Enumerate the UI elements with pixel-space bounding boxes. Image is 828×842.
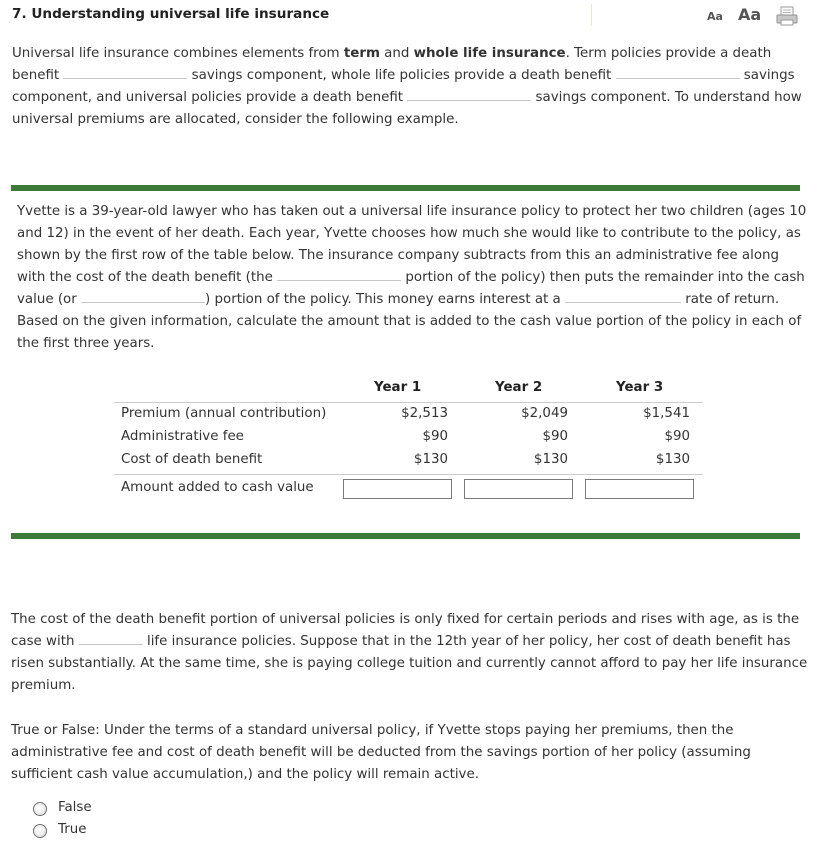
column-header-year2: Year 2 (495, 380, 543, 395)
rate-of-return-dropdown[interactable] (565, 302, 681, 303)
term-bold: term (343, 46, 380, 61)
intro-text: savings component, and universal policies provide a death benefit (12, 68, 795, 105)
whole-life-bold: whole life insurance (413, 46, 566, 61)
question-title: 7. Understanding universal life insurance (12, 6, 330, 22)
column-header-year3: Year 3 (616, 380, 664, 395)
radio-label-true[interactable]: True (58, 822, 87, 837)
whole-life-savings-dropdown[interactable] (616, 78, 740, 79)
table-cell: $1,541 (643, 406, 690, 421)
amount-added-year1-input[interactable] (343, 479, 452, 499)
table-cell: $2,049 (521, 406, 568, 421)
table-cell: $2,513 (401, 406, 448, 421)
question-header (0, 0, 828, 30)
radio-label-false[interactable]: False (58, 800, 92, 815)
header-divider (591, 4, 592, 26)
section-divider (11, 533, 800, 539)
true-false-question: True or False: Under the terms of a standard universal policy, if Yvette stops paying her premiums, then the administrative fee and cost of death benefit will be deducted from the savings portion of her policy (assuming sufficient cash value accumulation,) and the policy will remain active. (11, 723, 751, 782)
term-savings-dropdown[interactable] (63, 78, 187, 79)
followup-text: The cost of the death benefit portion of universal policies is only fixed for certain periods and rises with age, as is the case with (11, 612, 800, 649)
intro-text: . Term policies provide a death benefit (12, 46, 772, 83)
section-divider (11, 185, 800, 191)
radio-false[interactable] (33, 802, 47, 816)
amount-added-year3-input[interactable] (585, 479, 694, 499)
policy-type-dropdown[interactable] (79, 644, 143, 645)
print-icon[interactable] (776, 6, 798, 26)
row-label-admin-fee: Administrative fee (121, 429, 244, 444)
intro-text: Universal life insurance combines elements from (12, 46, 344, 61)
scenario-text: portion of the policy) then puts the remainder into the cash value (or (17, 270, 805, 307)
table-cell: $90 (422, 429, 448, 444)
death-benefit-portion-dropdown[interactable] (277, 280, 401, 281)
table-cell: $130 (655, 452, 690, 467)
font-size-small-button[interactable]: Aa (707, 10, 723, 23)
radio-true[interactable] (33, 824, 47, 838)
row-label-amount-added: Amount added to cash value (121, 480, 314, 495)
universal-savings-dropdown[interactable] (407, 100, 531, 101)
intro-text: and (379, 46, 414, 61)
scenario-paragraph (17, 201, 807, 355)
table-cell: $130 (413, 452, 448, 467)
followup-text: life insurance policies. Suppose that in the 12th year of her policy, her cost of death benefit has risen substantially. At the same time, she is paying college tuition and currently cannot afford to pay her life insurance premium. (11, 634, 808, 693)
column-header-year1: Year 1 (374, 380, 422, 395)
table-cell: $90 (664, 429, 690, 444)
amount-added-year2-input[interactable] (464, 479, 573, 499)
scenario-text: Yvette is a 39-year-old lawyer who has taken out a universal life insurance policy to protect her two children (ages 10 and 12) in the event of her death. Each year, Yvette chooses how much she would like to contribute to the policy, as shown by the first row of the table below. The insurance company subtracts from this an administrative fee along with the cost of the death benefit (the (17, 204, 807, 285)
scenario-text: rate of return. Based on the given information, calculate the amount that is added to the cash value portion of the policy in each of the first three years. (17, 292, 802, 351)
table-divider (114, 402, 703, 403)
font-size-large-button[interactable]: Aa (738, 5, 762, 24)
cash-value-dropdown[interactable] (81, 302, 205, 303)
table-cell: $130 (533, 452, 568, 467)
intro-paragraph (12, 43, 812, 131)
followup-paragraph (11, 609, 811, 697)
row-label-premium: Premium (annual contribution) (121, 406, 327, 421)
scenario-text: ) portion of the policy. This money earns interest at a (205, 292, 566, 307)
intro-text: savings component, whole life policies provide a death benefit (187, 68, 616, 83)
row-label-death-benefit-cost: Cost of death benefit (121, 452, 263, 467)
table-divider (114, 474, 703, 475)
intro-text: savings component. To understand how universal premiums are allocated, consider the following example. (12, 90, 802, 127)
table-cell: $90 (542, 429, 568, 444)
